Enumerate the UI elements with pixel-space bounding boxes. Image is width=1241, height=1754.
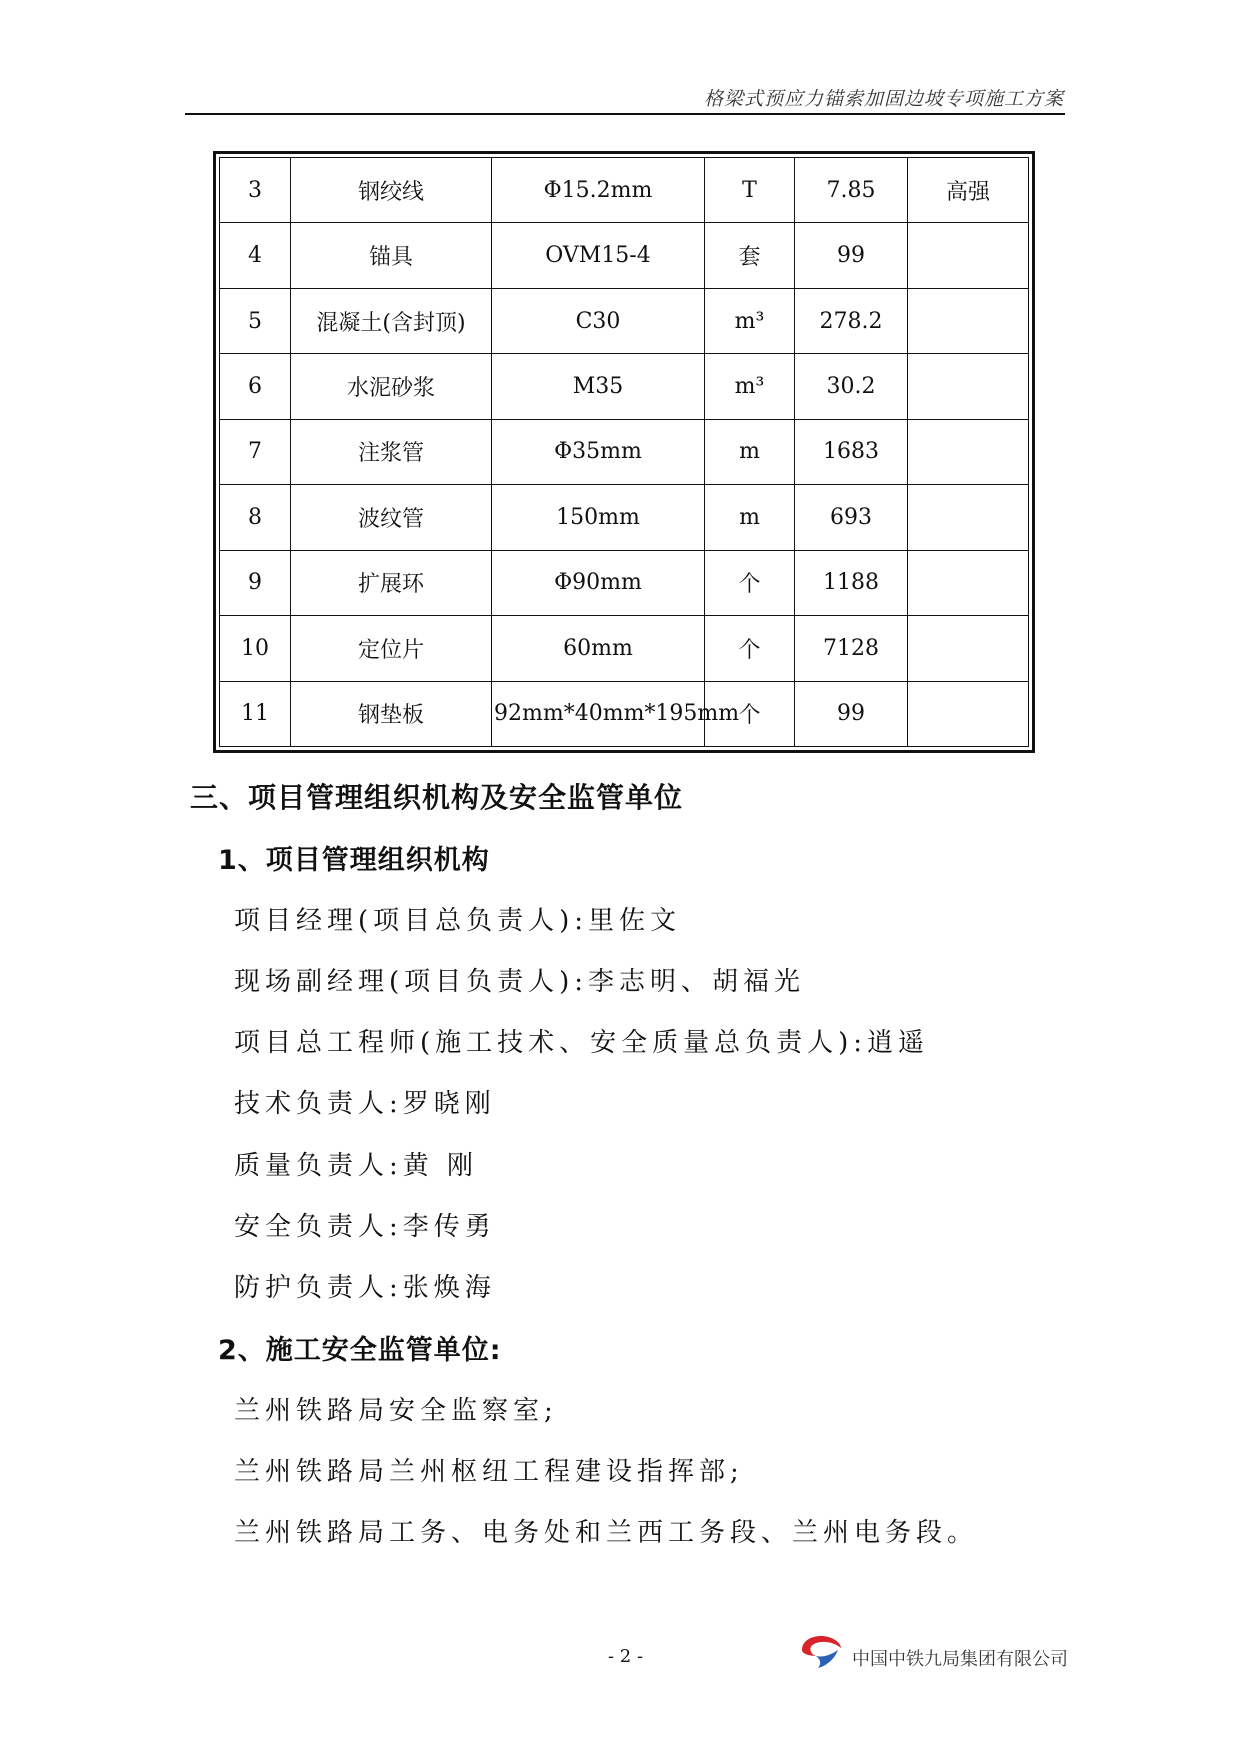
supervision-line: 兰州铁路局工务、电务处和兰西工务段、兰州电务段。 [234,1518,979,1548]
cell-spec: 150mm [492,485,705,550]
cell-name: 锚具 [291,223,492,288]
cell-unit: 套 [705,223,795,288]
cell-no: 10 [220,616,291,681]
cell-no: 11 [220,681,291,747]
cell-no: 3 [220,158,291,223]
cell-name: 钢垫板 [291,681,492,747]
section-heading: 三、项目管理组织机构及安全监管单位 [190,781,684,814]
table-row [220,616,1029,681]
company-name: 中国中铁九局集团有限公司 [852,1649,1068,1670]
cell-note [908,550,1029,615]
materials-table-frame [213,151,1035,753]
page-number: - 2 - [608,1646,644,1667]
cell-qty: 1188 [795,550,908,615]
supervision-line: 兰州铁路局兰州枢纽工程建设指挥部; [234,1457,744,1487]
table-row [220,419,1029,484]
cell-unit: m [705,419,795,484]
cell-qty: 30.2 [795,354,908,419]
table-row [220,288,1029,353]
cell-no: 4 [220,223,291,288]
cell-note [908,485,1029,550]
cell-unit: T [705,158,795,223]
cell-name: 扩展环 [291,550,492,615]
cell-qty: 99 [795,223,908,288]
cell-no: 7 [220,419,291,484]
supervision-line: 兰州铁路局安全监察室; [234,1396,558,1426]
cell-no: 5 [220,288,291,353]
cell-name: 定位片 [291,616,492,681]
cell-spec: M35 [492,354,705,419]
cell-name: 注浆管 [291,419,492,484]
cell-qty: 693 [795,485,908,550]
cell-name: 水泥砂浆 [291,354,492,419]
table-row [220,550,1029,615]
cell-qty: 1683 [795,419,908,484]
cell-qty: 7128 [795,616,908,681]
cell-spec: OVM15-4 [492,223,705,288]
org-line: 技术负责人:罗晓刚 [234,1089,496,1119]
cell-unit: m [705,485,795,550]
table-row [220,223,1029,288]
table-row [220,354,1029,419]
org-line: 质量负责人:黄 刚 [234,1151,479,1181]
cell-spec: Φ90mm [492,550,705,615]
cell-spec: 92mm*40mm*195mm [492,681,705,747]
cell-no: 6 [220,354,291,419]
company-logo-icon [798,1632,844,1672]
cell-note [908,223,1029,288]
cell-unit: m³ [705,354,795,419]
cell-no: 9 [220,550,291,615]
header-rule [185,113,1065,115]
org-line: 项目经理(项目总负责人):里佐文 [234,906,682,936]
cell-unit: m³ [705,288,795,353]
materials-table [219,157,1029,747]
cell-note: 高强 [908,158,1029,223]
cell-note [908,616,1029,681]
cell-name: 波纹管 [291,485,492,550]
cell-no: 8 [220,485,291,550]
org-line: 防护负责人:张焕海 [234,1273,496,1303]
cell-spec: 60mm [492,616,705,681]
cell-spec: Φ15.2mm [492,158,705,223]
org-line: 安全负责人:李传勇 [234,1212,496,1242]
cell-unit: 个 [705,550,795,615]
table-row [220,681,1029,747]
cell-qty: 7.85 [795,158,908,223]
header-title: 格梁式预应力锚索加固边坡专项施工方案 [703,88,1064,110]
cell-note [908,419,1029,484]
cell-note [908,681,1029,747]
table-row [220,158,1029,223]
cell-unit: 个 [705,681,795,747]
table-row [220,485,1029,550]
cell-qty: 99 [795,681,908,747]
cell-spec: C30 [492,288,705,353]
cell-spec: Φ35mm [492,419,705,484]
subsection-heading-org: 1、项目管理组织机构 [218,845,490,876]
cell-qty: 278.2 [795,288,908,353]
cell-note [908,354,1029,419]
subsection-heading-supervision: 2、施工安全监管单位: [218,1335,502,1366]
org-line: 项目总工程师(施工技术、安全质量总负责人):逍遥 [234,1028,930,1058]
cell-name: 混凝土(含封顶) [291,288,492,353]
cell-note [908,288,1029,353]
cell-name: 钢绞线 [291,158,492,223]
cell-unit: 个 [705,616,795,681]
org-line: 现场副经理(项目负责人):李志明、胡福光 [234,967,806,997]
